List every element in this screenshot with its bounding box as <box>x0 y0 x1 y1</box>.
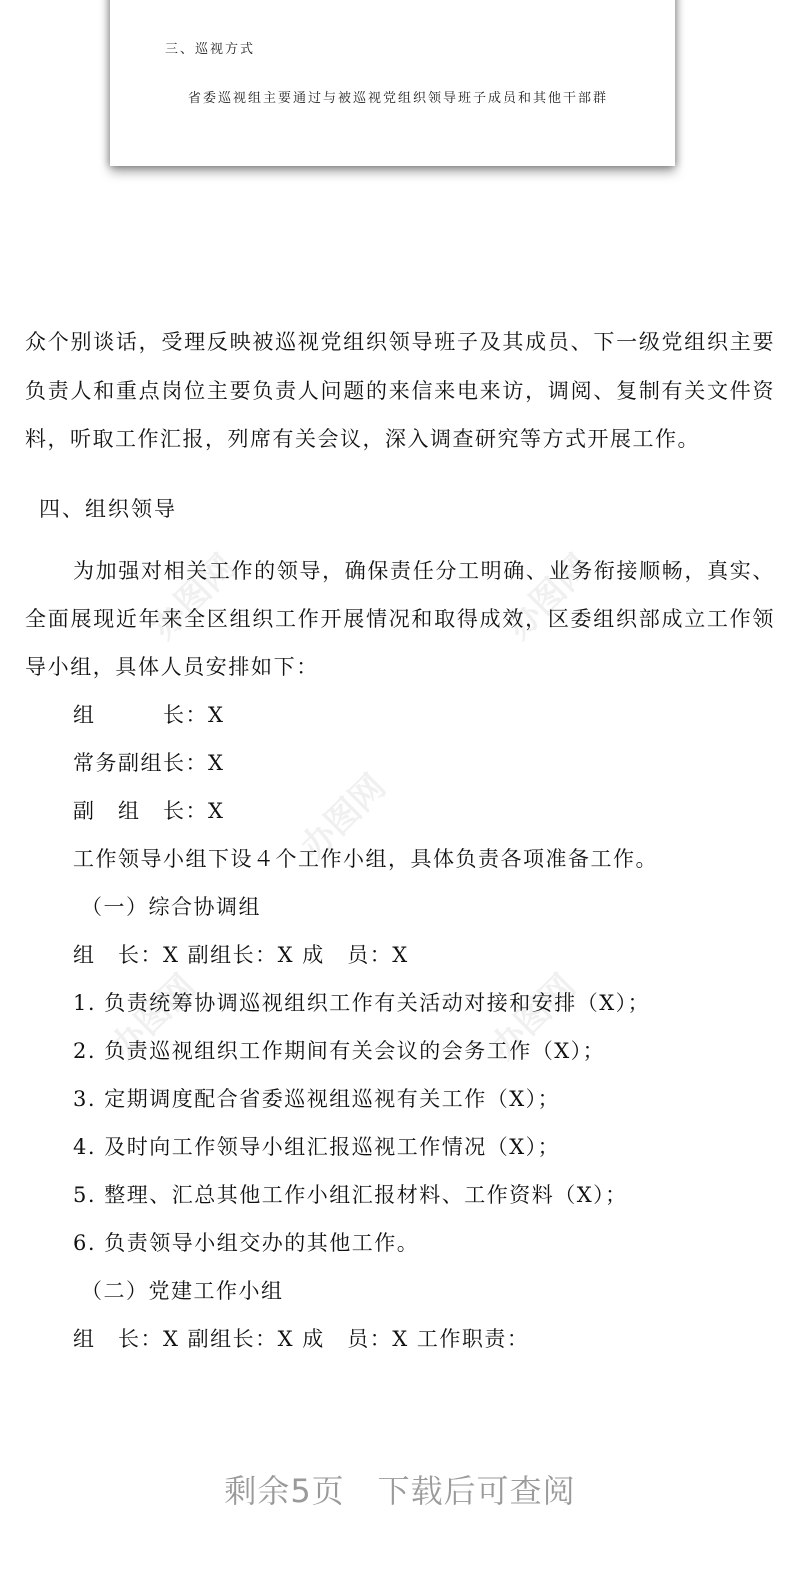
group1-duty: 4. 及时向工作领导小组汇报巡视工作情况（X）； <box>73 1134 561 1159</box>
paragraph-continuation: 众个别谈话，受理反映被巡视党组织领导班子及其成员、下一级党组织主要负责人和重点岗位主要负责人问题的来信来电来访，调阅、复制有关文件资料，听取工作汇报，列席有关会议，深入调查研究等方式开展工作。 <box>25 330 775 451</box>
watermark: 办图网 <box>293 766 394 868</box>
group1-duty: 1. 负责统筹协调巡视组织工作有关活动对接和安排（X）； <box>73 990 651 1015</box>
group1-members: 组 长：X 副组长：X 成 员：X <box>73 942 409 967</box>
exec-deputy-line: 常务副组长：X <box>73 750 225 775</box>
card-heading: 三、巡视方式 <box>165 42 256 57</box>
group1-title: （一）综合协调组 <box>81 894 261 919</box>
group2-title: （二）党建工作小组 <box>81 1278 284 1303</box>
group1-duty: 2. 负责巡视组织工作期间有关会议的会务工作（X）； <box>73 1038 606 1063</box>
watermark: 办图网 <box>103 966 204 1068</box>
document-body <box>25 318 775 1363</box>
section-heading: 四、组织领导 <box>39 496 177 521</box>
group1-duty: 3. 定期调度配合省委巡视组巡视有关工作（X）； <box>73 1086 561 1111</box>
deputy-line: 副 组 长：X <box>73 798 225 823</box>
card-paragraph: 省委巡视组主要通过与被巡视党组织领导班子成员和其他干部群 <box>188 91 609 106</box>
watermark: 办图网 <box>483 966 584 1068</box>
preview-page-card <box>110 0 675 166</box>
group1-duty: 6. 负责领导小组交办的其他工作。 <box>73 1230 420 1255</box>
download-prompt[interactable]: 剩余5页 下载后可查阅 <box>224 1472 576 1510</box>
subgroups-intro: 工作领导小组下设４个工作小组，具体负责各项准备工作。 <box>73 846 658 871</box>
group2-members: 组 长：X 副组长：X 成 员：X 工作职责： <box>73 1326 530 1351</box>
paragraph-intro: 为加强对相关工作的领导，确保责任分工明确、业务衔接顺畅，真实、全面展现近年来全区组织工作开展情况和取得成效，区委组织部成立工作领导小组，具体人员安排如下： <box>25 558 775 679</box>
watermark: 办图网 <box>498 546 599 648</box>
group1-duty: 5. 整理、汇总其他工作小组汇报材料、工作资料（X）； <box>73 1182 628 1207</box>
leader-line: 组 长：X <box>73 702 225 727</box>
watermark: 办图网 <box>143 546 244 648</box>
